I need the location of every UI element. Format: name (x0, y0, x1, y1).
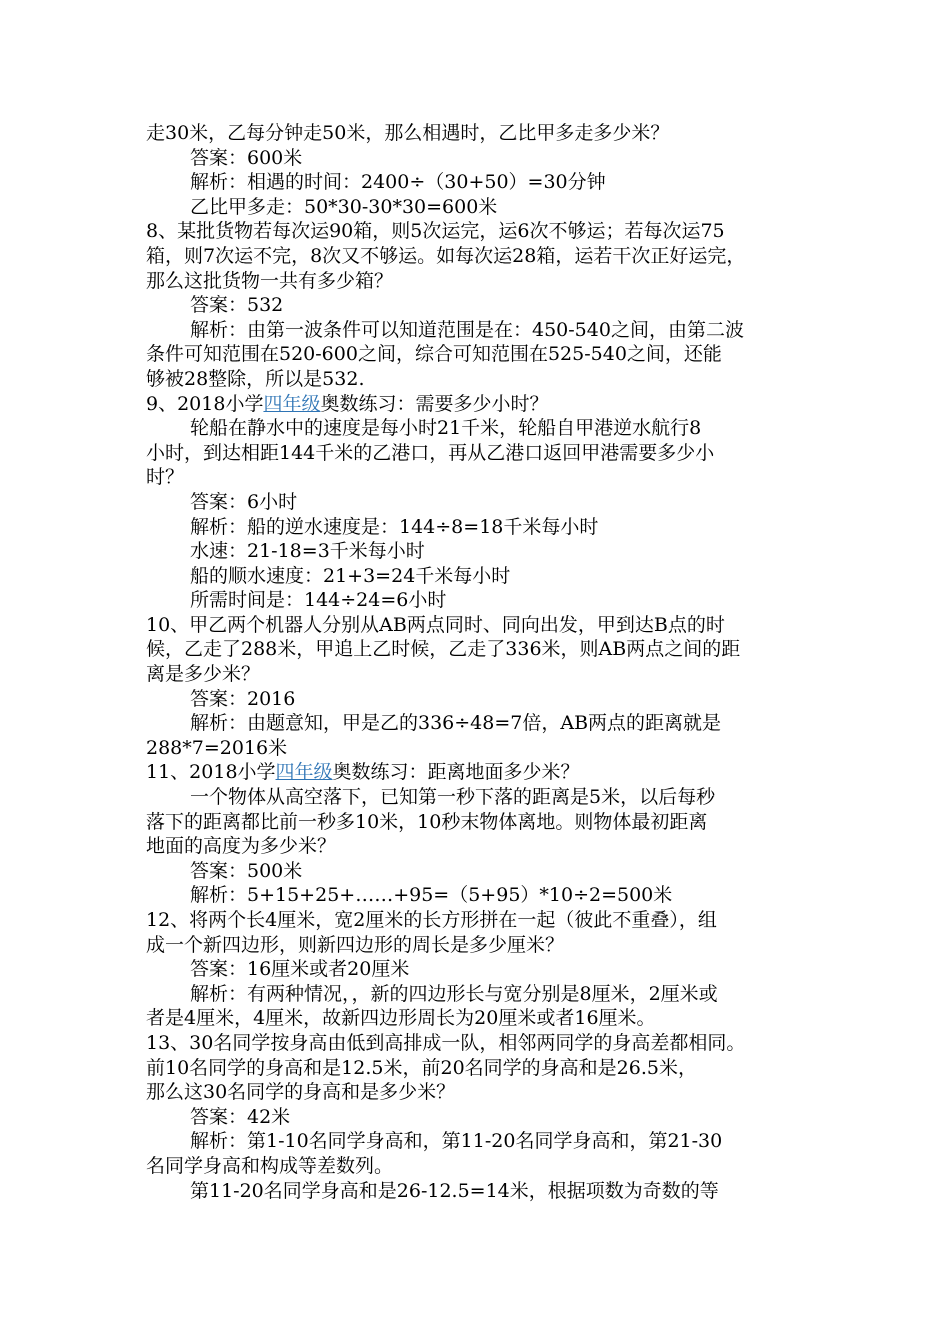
text-line: 够被28整除，所以是532. (146, 367, 365, 390)
text-line: 名同学身高和构成等差数列。 (146, 1154, 394, 1177)
text-line: 时？ (146, 466, 185, 489)
text-line: 解析：由第一波条件可以知道范围是在：450-540之间，由第二波 (190, 318, 744, 341)
text-line: 8、某批货物若每次运90箱，则5次运完，运6次不够运；若每次运75 (146, 220, 725, 243)
text-line: 落下的距离都比前一秒多10米，10秒末物体离地。则物体最初距离 (146, 810, 708, 833)
text-line: 地面的高度为多少米？ (146, 835, 337, 858)
text-line: 那么这30名同学的身高和是多少米？ (146, 1081, 456, 1104)
line-text-post: 奥数练习：需要多少小时？ (320, 392, 549, 415)
text-line (146, 760, 816, 785)
text-line: 答案：42米 (190, 1105, 291, 1128)
text-line: 解析：第1-10名同学身高和，第11-20名同学身高和，第21-30 (190, 1130, 723, 1153)
text-line (146, 392, 816, 417)
text-line: 答案：16厘米或者20厘米 (190, 958, 410, 981)
text-line: 候，乙走了288米，甲追上乙时候，乙走了336米，则AB两点之间的距 (146, 638, 741, 661)
text-line: 者是4厘米，4厘米，故新四边形周长为20厘米或者16厘米。 (146, 1007, 656, 1030)
text-line: 10、甲乙两个机器人分别从AB两点同时、同向出发，甲到达B点的时 (146, 613, 725, 636)
line-text-post: 奥数练习：距离地面多少米？ (332, 761, 580, 784)
text-line: 答案：2016 (190, 687, 296, 710)
text-line: 答案：500米 (190, 859, 303, 882)
text-line: 轮船在静水中的速度是每小时21千米，轮船自甲港逆水航行8 (190, 417, 702, 440)
text-line: 前10名同学的身高和是12.5米，前20名同学的身高和是26.5米， (146, 1056, 697, 1079)
text-line: 解析：相遇的时间：2400÷（30+50）=30分钟 (190, 171, 606, 194)
line-text-pre: 9、2018小学 (146, 392, 264, 415)
document-body (146, 121, 816, 1203)
text-line: 答案：6小时 (190, 490, 298, 513)
text-line: 小时，到达相距144千米的乙港口，再从乙港口返回甲港需要多少小 (146, 441, 715, 464)
text-line: 走30米，乙每分钟走50米，那么相遇时，乙比甲多走多少米？ (146, 122, 670, 144)
text-line: 12、将两个长4厘米，宽2厘米的长方形拼在一起（彼此不重叠），组 (146, 909, 717, 931)
grade-link[interactable]: 四年级 (263, 392, 321, 415)
line-text-pre: 11、2018小学 (146, 761, 276, 784)
text-line: 答案：600米 (190, 146, 303, 169)
text-line: 条件可知范围在520-600之间，综合可知范围在525-540之间，还能 (146, 343, 722, 366)
text-line: 解析：船的逆水速度是：144÷8=18千米每小时 (190, 515, 599, 538)
text-line: 13、30名同学按身高由低到高排成一队，相邻两同学的身高差都相同。 (146, 1031, 746, 1054)
text-line: 离是多少米？ (146, 663, 261, 686)
text-line: 解析：有两种情况，，新的四边形长与宽分别是8厘米，2厘米或 (190, 982, 718, 1005)
text-line: 所需时间是：144÷24=6小时 (190, 589, 447, 612)
text-line: 解析：由题意知，甲是乙的336÷48=7倍，AB两点的距离就是 (190, 712, 722, 735)
text-line: 那么这批货物一共有多少箱？ (146, 269, 394, 292)
text-line: 答案：532 (190, 294, 284, 317)
text-line: 乙比甲多走：50*30-30*30=600米 (190, 195, 498, 218)
text-line: 箱，则7次运不完，8次又不够运。如每次运28箱，运若干次正好运完， (146, 244, 746, 267)
text-line: 水速：21-18=3千米每小时 (190, 540, 425, 563)
text-line: 成一个新四边形，则新四边形的周长是多少厘米？ (146, 933, 565, 956)
grade-link[interactable]: 四年级 (275, 761, 333, 784)
text-line: 第11-20名同学身高和是26-12.5=14米，根据项数为奇数的等 (190, 1179, 719, 1202)
text-line: 船的顺水速度：21+3=24千米每小时 (190, 564, 511, 587)
text-line: 解析：5+15+25+……+95=（5+95）*10÷2=500米 (190, 884, 673, 907)
text-line: 一个物体从高空落下，已知第一秒下落的距离是5米，以后每秒 (190, 786, 716, 809)
text-line: 288*7=2016米 (146, 736, 288, 759)
